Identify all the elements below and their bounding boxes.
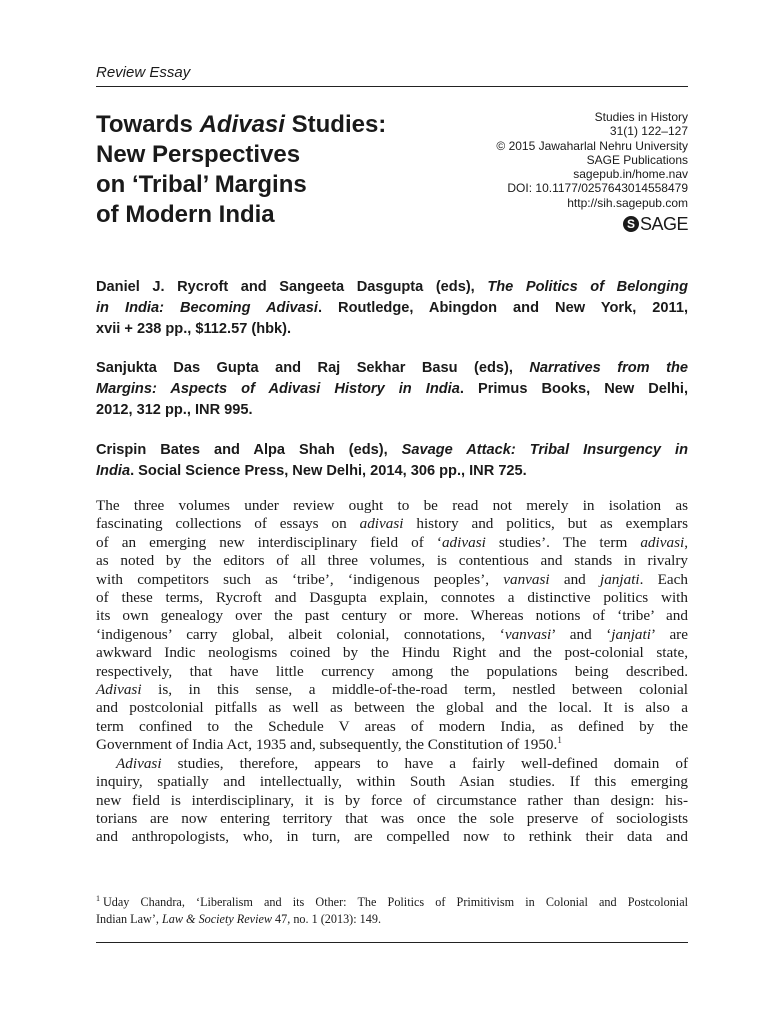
body-line: term confined to the Schedule V areas of modern India, as defined by the bbox=[96, 717, 688, 735]
footnote-reference[interactable]: 1 bbox=[557, 735, 562, 746]
body-line: Government of India Act, 1935 and, subsequently, the Constitution of 1950.$^1$ bbox=[96, 735, 562, 754]
section-label: Review Essay bbox=[96, 64, 191, 81]
doi[interactable]: DOI: 10.1177/0257643014558479 bbox=[507, 181, 688, 196]
title-line-4: of Modern India bbox=[96, 201, 275, 228]
title-line-1: Towards Adivasi Studies: bbox=[96, 111, 387, 138]
body-line: ‘indigenous’ carry global, albeit colonial, connotations, ‘vanvasi’ and ‘janjati’ are bbox=[96, 625, 688, 643]
essay-body bbox=[96, 497, 688, 847]
body-line: The three volumes under review ought to be read not merely in isolation as bbox=[96, 497, 688, 514]
body-line: and anthropologists, who, in turn, are compelled now to rethink their data and bbox=[96, 828, 688, 846]
book-citation-2: Sanjukta Das Gupta and Raj Sekhar Basu (eds), Narratives from the Margins: Aspects of Adivasi History in India. Primus Books, New Delhi, 2012, 312 pp., INR 995. bbox=[96, 360, 688, 418]
journal-issue: 31(1) 122–127 bbox=[609, 124, 688, 139]
title-line-2: New Perspectives bbox=[96, 141, 301, 168]
title-line-3: on ‘Tribal’ Margins bbox=[96, 171, 307, 198]
body-line: new field is interdisciplinary, it is by force of circumstance rather than design: his- bbox=[96, 791, 688, 809]
body-line: awkward Indic neologisms coined by the Hindu Right and the post-colonial state, bbox=[96, 644, 688, 662]
journal-url-link[interactable]: http://sih.sagepub.com bbox=[567, 195, 688, 210]
journal-info bbox=[440, 110, 688, 235]
copyright: © 2015 Jawaharlal Nehru University bbox=[496, 138, 688, 153]
sage-logo-text: SAGE bbox=[639, 213, 688, 234]
journal-name: Studies in History bbox=[594, 110, 688, 124]
body-line: as noted by the editors of all three volumes, is contentious and stands in rivalry bbox=[96, 552, 688, 570]
body-line: of these terms, Rycroft and Dasgupta explain, connotes a distinctive politics with bbox=[96, 589, 688, 607]
publisher: SAGE Publications bbox=[586, 152, 688, 167]
footer-divider bbox=[96, 942, 688, 943]
book-citation-1: Daniel J. Rycroft and Sangeeta Dasgupta (eds), The Politics of Belonging in India: Becoming Adivasi. Routledge, Abingdon and New York, 2011, xvii + 238 pp., $112.57 (hbk). bbox=[96, 279, 689, 337]
body-line: its own genealogy over the past century or more. Whereas notions of ‘tribe’ and bbox=[96, 607, 688, 625]
book-citation-3: Crispin Bates and Alpa Shah (eds), Savage Attack: Tribal Insurgency in India. Social Science Press, New Delhi, 2014, 306 pp., INR 725. bbox=[96, 442, 688, 479]
body-line: of an emerging new interdisciplinary field of ‘adivasi studies’. The term adivasi, bbox=[96, 533, 688, 551]
body-line: torians are now entering territory that was once the sole preserve of sociologists bbox=[96, 809, 688, 827]
publisher-site-link[interactable]: sagepub.in/home.nav bbox=[573, 167, 688, 182]
body-line: inquiry, spatially and intellectually, within South Asian studies. If this emerging bbox=[96, 773, 688, 791]
body-line: and postcolonial pitfalls as well as between the global and the local. It is also a bbox=[96, 699, 688, 717]
article-title bbox=[96, 110, 476, 230]
body-line: Adivasi studies, therefore, appears to have a fairly well-defined domain of bbox=[116, 754, 688, 772]
sage-logo bbox=[440, 213, 688, 235]
body-line: fascinating collections of essays on adivasi history and politics, but as exemplars bbox=[96, 515, 688, 533]
title-emphasis: Adivasi bbox=[199, 111, 285, 138]
header-divider bbox=[96, 86, 688, 87]
body-line: with competitors such as ‘tribe’, ‘indigenous peoples’, vanvasi and janjati. Each bbox=[96, 570, 688, 588]
body-line: Adivasi is, in this sense, a middle-of-the-road term, nestled between colonial bbox=[96, 681, 688, 699]
footnote-number: 1 bbox=[96, 894, 100, 903]
sage-logo-icon: S bbox=[623, 216, 639, 232]
footnote: $^1$ Uday Chandra, ‘Liberalism and its Other: The Politics of Primitivism in Colonial and Postcolonial Indian Law’, Law & Society Review 47, no. 1 (2013): 149. bbox=[96, 894, 688, 926]
body-line: respectively, that have little currency among the populations being described. bbox=[96, 662, 688, 680]
